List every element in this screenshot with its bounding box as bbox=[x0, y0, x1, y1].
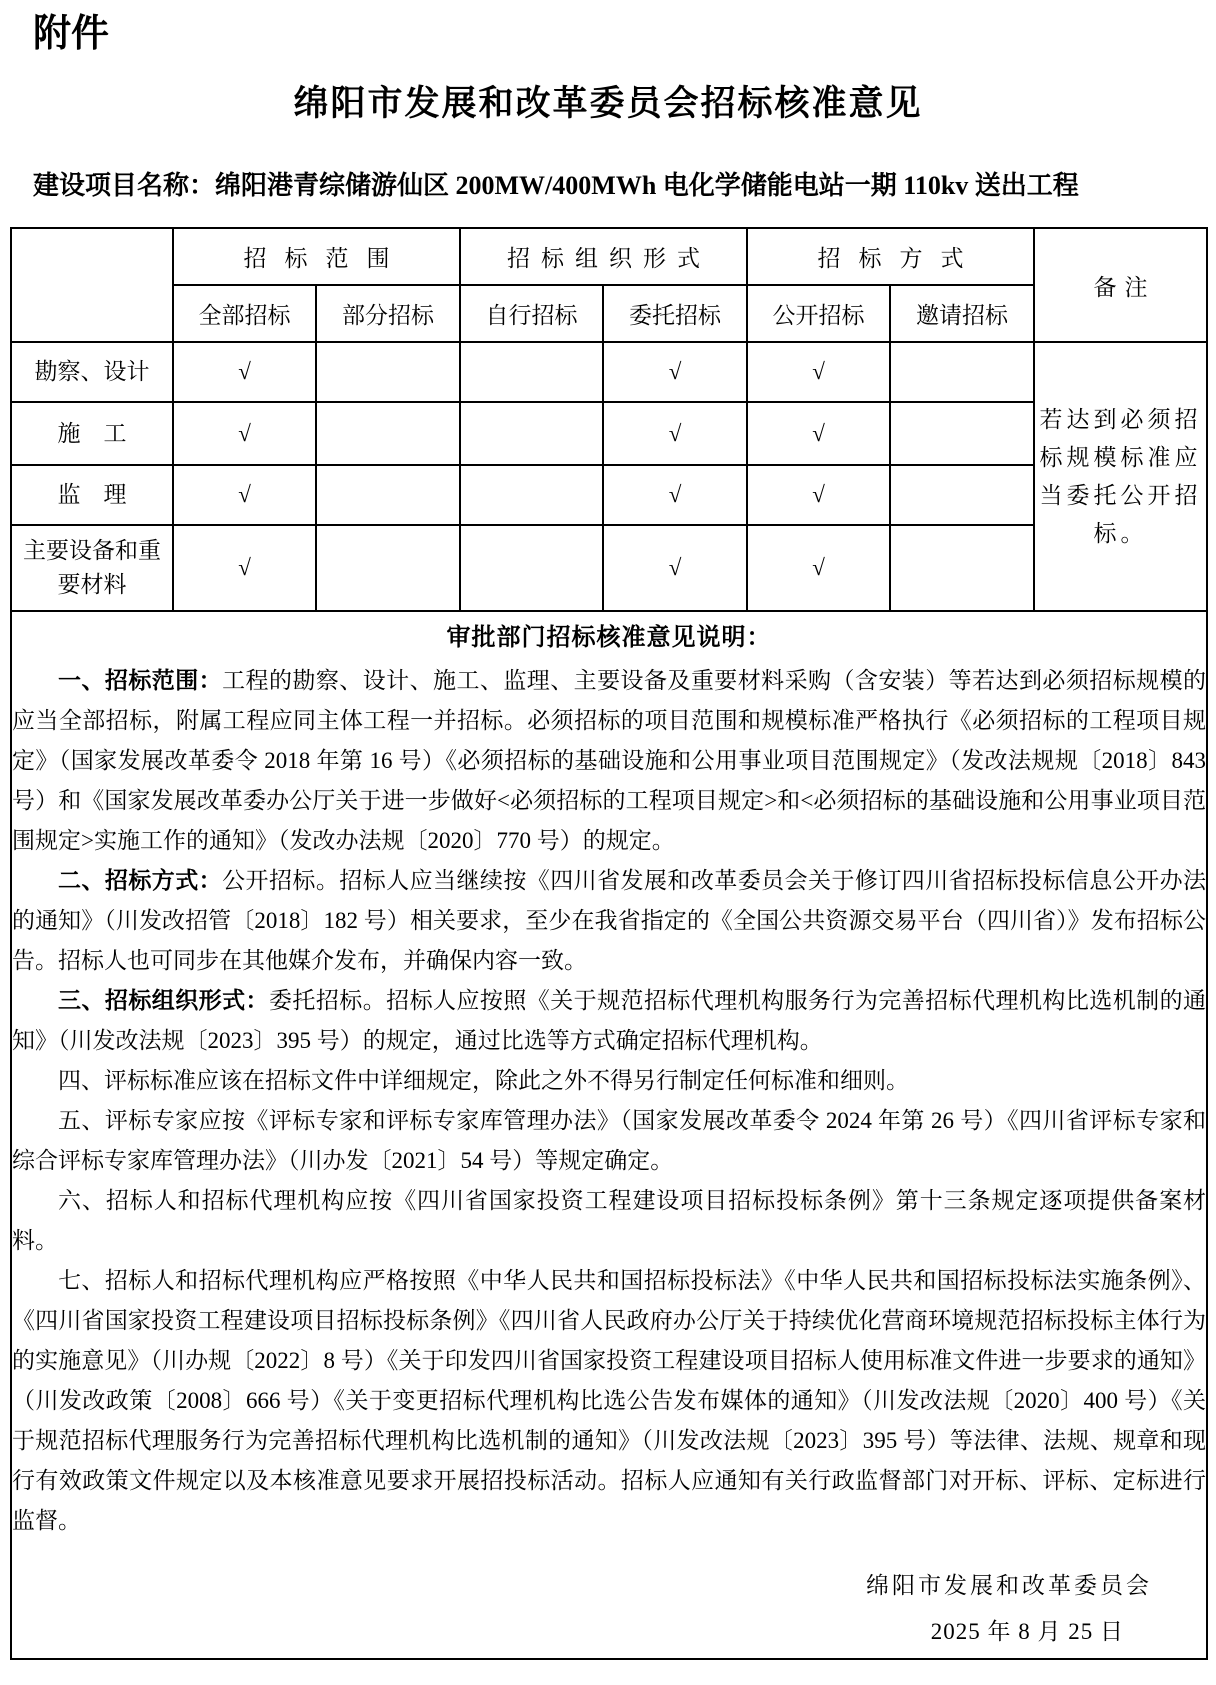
signature-date: 2025 年 8 月 25 日 bbox=[930, 1619, 1124, 1644]
check-cell bbox=[316, 465, 460, 525]
attachment-label: 附件 bbox=[33, 13, 110, 55]
check-cell bbox=[460, 402, 603, 465]
document-title: 绵阳市发展和改革委员会招标核准意见 bbox=[293, 84, 923, 123]
check-cell bbox=[890, 525, 1034, 611]
sub-header-all-bidding: 全部招标 bbox=[173, 285, 316, 342]
row-label: 主要设备和重要材料 bbox=[11, 525, 173, 611]
notes-paragraph-3 bbox=[12, 981, 1206, 1061]
remark-cell: 若达到必须招标规模标准应当委托公开招标。 bbox=[1034, 342, 1207, 611]
check-cell: √ bbox=[747, 465, 890, 525]
notes-paragraph-1 bbox=[12, 661, 1206, 861]
group-header-organization-form: 招标组织形式 bbox=[460, 228, 747, 285]
check-cell bbox=[316, 525, 460, 611]
paragraph-text: 六、招标人和招标代理机构应按《四川省国家投资工程建设项目招标投标条例》第十三条规定逐项提供备案材料。 bbox=[12, 1188, 1206, 1253]
row-label: 施 工 bbox=[11, 402, 173, 465]
table-row-survey-design bbox=[11, 342, 1207, 402]
row-label: 监 理 bbox=[11, 465, 173, 525]
paragraph-lead: 二、招标方式： bbox=[58, 868, 223, 893]
paragraph-text: 四、评标标准应该在招标文件中详细规定，除此之外不得另行制定任何标准和细则。 bbox=[58, 1068, 909, 1093]
remark-header: 备注 bbox=[1034, 228, 1207, 342]
paragraph-text: 五、评标专家应按《评标专家和评标专家库管理办法》（国家发展改革委令 2024 年第 26 号）《四川省评标专家和综合评标专家库管理办法》（川办发〔2021〕54 号）等规定确定。 bbox=[12, 1108, 1206, 1173]
check-cell bbox=[890, 342, 1034, 402]
notes-paragraph-2 bbox=[12, 861, 1206, 981]
paragraph-text: 七、招标人和招标代理机构应严格按照《中华人民共和国招标投标法》《中华人民共和国招标投标法实施条例》、《四川省国家投资工程建设项目招标投标条例》《四川省人民政府办公厅关于持续优化营商环境规范招标投标主体行为的实施意见》（川办规〔2022〕8 号）《关于印发四川省国家投资工程建设项目招标人使用标准文件进一步要求的通知》（川发改政策〔2008〕666 号）《关于变更招标代理机构比选公告发布媒体的通知》（川发改法规〔2020〕400 号）《关于规范招标代理服务行为完善招标代理机构比选机制的通知》（川发改法规〔2023〕395 号）等法律、法规、规章和现行有效政策文件规定以及本核准意见要求开展招投标活动。招标人应通知有关行政监督部门对开标、评标、定标进行监督。 bbox=[12, 1268, 1206, 1533]
check-cell: √ bbox=[603, 402, 747, 465]
check-cell bbox=[890, 465, 1034, 525]
group-header-bidding-method: 招标方式 bbox=[747, 228, 1034, 285]
table-row-construction bbox=[11, 402, 1207, 465]
project-name-label: 建设项目名称： bbox=[33, 171, 216, 200]
sub-header-self-bidding: 自行招标 bbox=[460, 285, 603, 342]
check-cell: √ bbox=[747, 402, 890, 465]
check-cell bbox=[460, 465, 603, 525]
row-label: 勘察、设计 bbox=[11, 342, 173, 402]
notes-heading: 审批部门招标核准意见说明： bbox=[446, 624, 772, 651]
check-cell: √ bbox=[603, 525, 747, 611]
check-cell: √ bbox=[173, 525, 316, 611]
check-cell: √ bbox=[603, 465, 747, 525]
paragraph-text: 委托招标。招标人应按照《关于规范招标代理机构服务行为完善招标代理机构比选机制的通知》（川发改法规〔2023〕395 号）的规定，通过比选等方式确定招标代理机构。 bbox=[12, 988, 1206, 1053]
check-cell: √ bbox=[747, 525, 890, 611]
notes-paragraph-7 bbox=[12, 1261, 1206, 1541]
notes-row bbox=[11, 611, 1207, 1659]
check-cell: √ bbox=[173, 465, 316, 525]
sub-header-partial-bidding: 部分招标 bbox=[316, 285, 460, 342]
paragraph-lead: 三、招标组织形式： bbox=[58, 988, 269, 1013]
signature-organization: 绵阳市发展和改革委员会 bbox=[866, 1573, 1152, 1598]
table-row-main-equipment bbox=[11, 525, 1207, 611]
check-cell: √ bbox=[747, 342, 890, 402]
notes-paragraph-6 bbox=[12, 1181, 1206, 1261]
check-cell bbox=[316, 402, 460, 465]
check-cell bbox=[316, 342, 460, 402]
check-cell bbox=[890, 402, 1034, 465]
check-cell: √ bbox=[173, 402, 316, 465]
check-cell bbox=[460, 525, 603, 611]
sub-header-row bbox=[11, 285, 1207, 342]
project-name-line bbox=[33, 170, 1216, 202]
project-name-value: 绵阳港青综储游仙区 200MW/400MWh 电化学储能电站一期 110kv 送出工程 bbox=[215, 171, 1079, 200]
group-header-bidding-scope: 招标范围 bbox=[173, 228, 460, 285]
check-cell: √ bbox=[173, 342, 316, 402]
notes-paragraph-4 bbox=[12, 1061, 1206, 1101]
sub-header-entrusted-bidding: 委托招标 bbox=[603, 285, 747, 342]
sub-header-open-bidding: 公开招标 bbox=[747, 285, 890, 342]
paragraph-lead: 一、招标范围： bbox=[58, 668, 223, 693]
sub-header-invited-bidding: 邀请招标 bbox=[890, 285, 1034, 342]
group-header-row bbox=[11, 228, 1207, 285]
approval-table bbox=[10, 227, 1208, 1660]
table-row-supervision bbox=[11, 465, 1207, 525]
notes-section bbox=[11, 611, 1207, 1659]
paragraph-text: 公开招标。招标人应当继续按《四川省发展和改革委员会关于修订四川省招标投标信息公开办法的通知》（川发改招管〔2018〕182 号）相关要求，至少在我省指定的《全国公共资源交易平台（四川省）》发布招标公告。招标人也可同步在其他媒介发布，并确保内容一致。 bbox=[12, 868, 1206, 973]
corner-cell bbox=[11, 228, 173, 342]
notes-paragraph-5 bbox=[12, 1101, 1206, 1181]
document-page bbox=[0, 10, 1216, 1685]
paragraph-text: 工程的勘察、设计、施工、监理、主要设备及重要材料采购（含安装）等若达到必须招标规模的应当全部招标，附属工程应同主体工程一并招标。必须招标的项目范围和规模标准严格执行《必须招标的工程项目规定》（国家发展改革委令 2018 年第 16 号）《必须招标的基础设施和公用事业项目范围规定》（发改法规规〔2018〕843 号）和《国家发展改革委办公厅关于进一步做好<必须招标的工程项目规定>和<必须招标的基础设施和公用事业项目范围规定>实施工作的通知》（发改办法规〔2020〕770 号）的规定。 bbox=[12, 668, 1206, 853]
check-cell: √ bbox=[603, 342, 747, 402]
check-cell bbox=[460, 342, 603, 402]
